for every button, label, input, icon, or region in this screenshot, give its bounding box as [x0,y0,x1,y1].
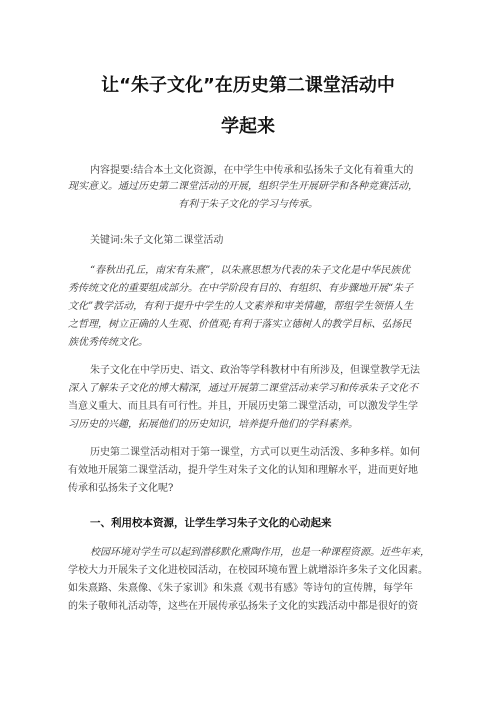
para2-line-2: 深入了解朱子文化的博大精深，通过开展第二课堂活动来学习和传承朱子文化不 [68,383,418,394]
para1-line-4: 之哲理，树立正确的人生观、价值观;有利于落实立德树人的教学目标、弘扬民 [68,319,412,330]
title-line-2: 学起来 [221,116,275,137]
para1-line-3: 文化”教学活动，有利于提升中学生的人文素养和审美情趣，帮组学生领悟人生 [68,301,414,312]
section1-line-3: 如朱熹路、朱熹像、《朱子家训》和朱熹《观书有感》等诗句的宣传牌，每学年 [68,583,413,594]
abstract-line-1: 内容提要:结合本土文化资源，在中学生中传承和弘扬朱子文化有着重大的 [90,165,414,176]
title-line-1: 让“朱子文化”在历史第二课堂活动中 [101,75,395,96]
section-1-heading: 一、利用校本资源，让学生学习朱子文化的心动起来 [90,517,332,529]
para3-line-3: 传承和弘扬朱子文化呢? [68,483,174,494]
para1-line-2: 秀传统文化的重要组成部分。在中学阶段有目的、有组织、有步骤地开展“朱子 [68,283,414,294]
abstract-line-2: 现实意义。通过历史第二课堂活动的开展，组织学生开展研学和各种竞赛活动， [68,181,418,192]
keywords: 关键词:朱子文化第二课堂活动 [90,235,224,246]
section1-line-1: 校园环境对学生可以起到潜移默化熏陶作用，也是一种课程资源。近些年来， [90,547,430,558]
para1-line-5: 族优秀传统文化。 [68,337,148,348]
section1-line-4: 的朱子敬师礼活动等，这些在开展传承弘扬朱子文化的实践活动中都是很好的资 [68,601,418,612]
para3-line-2: 有效地开展第二课堂活动，提升学生对朱子文化的认知和理解水平，进而更好地 [68,465,418,476]
para2-line-1: 朱子文化在中学历史、语文、政治等学科教材中有所涉及，但课堂教学无法 [90,365,420,376]
section1-line-2: 学校大力开展朱子文化进校园活动，在校园环境布置上就增添许多朱子文化因素。 [68,565,428,576]
para2-line-3: 当意义重大、而且具有可行性。并且，开展历史第二课堂活动，可以激发学生学 [68,401,418,412]
para3-line-1: 历史第二课堂活动相对于第一课堂，方式可以更生动活泼、多种多样。如何 [90,447,420,458]
abstract-line-3: 有利于朱子文化的学习与传承。 [178,199,318,210]
para2-line-4: 习历史的兴趣，拓展他们的历史知识，培养提升他们的学科素养。 [68,419,358,430]
para1-line-1: “春秋出孔丘，南宋有朱熹”，以朱熹思想为代表的朱子文化是中华民族优 [90,265,411,276]
